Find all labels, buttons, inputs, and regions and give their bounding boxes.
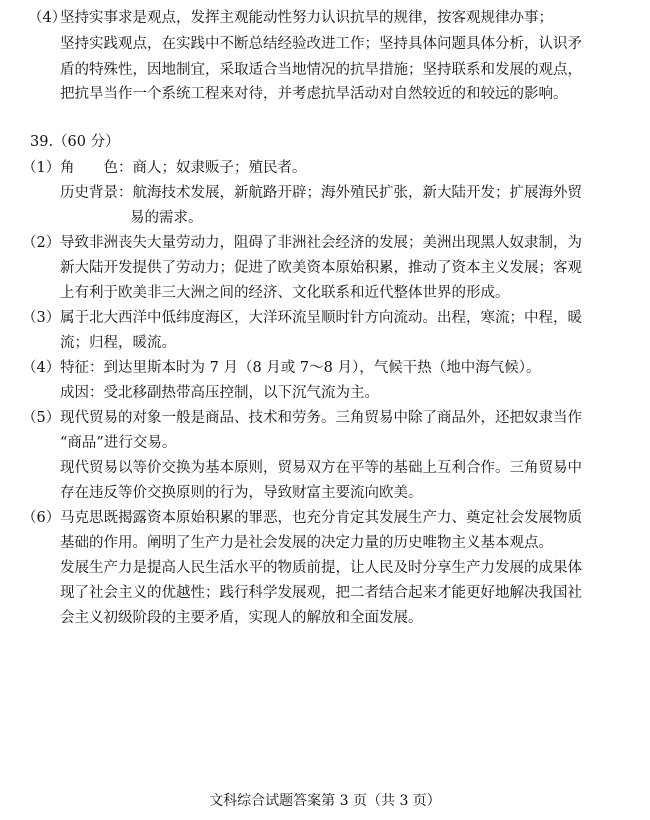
text-line: 易的需求。 — [130, 210, 203, 226]
text-line: 存在违反等价交换原则的行为，导致财富主要流向欧美。 — [60, 485, 423, 501]
text-line: 会主义初级阶段的主要矛盾，实现人的解放和全面发展。 — [60, 610, 423, 626]
text-line: 坚持实践观点，在实践中不断总结经验改进工作；坚持具体问题具体分析，认识矛 — [60, 36, 582, 52]
text-line: 新大陆开发提供了劳动力；促进了欧美资本原始积累，推动了资本主义发展；客观 — [60, 260, 582, 276]
item-number: （3） — [22, 310, 61, 326]
page-footer: 文科综合试题答案第 3 页（共 3 页） — [209, 793, 441, 809]
text-line: 马克思既揭露资本原始积累的罪恶，也充分肯定其发展生产力、奠定社会发展物质 — [60, 510, 582, 526]
text-line: 导致非洲丧失大量劳动力，阻碍了非洲社会经济的发展；美洲出现黑人奴隶制，为 — [60, 235, 582, 251]
text-line: 现了社会主义的优越性；践行科学发展观，把二者结合起来才能更好地解决我国社 — [60, 585, 582, 601]
text-line: 特征：到达里斯本时为 7 月（8 月或 7～8 月），气候干热（地中海气候）。 — [60, 360, 541, 376]
text-line: 基础的作用。阐明了生产力是社会发展的决定力量的历史唯物主义基本观点。 — [60, 535, 553, 551]
text-line: 盾的特殊性，因地制宜，采取适合当地情况的抗旱措施；坚持联系和发展的观点， — [60, 62, 582, 78]
text-line: 角 色：商人；奴隶贩子；殖民者。 — [60, 160, 307, 176]
text-line: 坚持实事求是观点，发挥主观能动性努力认识抗旱的规律，按客观规律办事； — [60, 10, 553, 26]
item-number: （5） — [22, 410, 61, 426]
text-line: 属于北大西洋中低纬度海区，大洋环流呈顺时针方向流动。出程，寒流；中程，暖 — [60, 310, 582, 326]
text-line: “商品”进行交易。 — [60, 435, 177, 451]
item-number: （6） — [22, 510, 61, 526]
item-number: （1） — [22, 160, 61, 176]
text-line: 历史背景：航海技术发展，新航路开辟；海外殖民扩张，新大陆开发；扩展海外贸 — [60, 185, 582, 201]
text-line: 上有利于欧美非三大洲之间的经济、文化联系和近代整体世界的形成。 — [60, 285, 510, 301]
text-line: 把抗旱当作一个系统工程来对待，并考虑抗旱活动对自然较近的和较远的影响。 — [60, 86, 568, 102]
item-number: （4） — [22, 360, 61, 376]
text-line: 成因：受北移副热带高压控制，以下沉气流为主。 — [60, 385, 379, 401]
question-title: 39.（60 分） — [30, 134, 120, 150]
text-line: 现代贸易的对象一般是商品、技术和劳务。三角贸易中除了商品外，还把奴隶当作 — [60, 410, 582, 426]
text-line: 流；归程，暖流。 — [60, 335, 176, 351]
item-number: （2） — [22, 235, 61, 251]
text-line: 现代贸易以等价交换为基本原则，贸易双方在平等的基础上互利合作。三角贸易中 — [60, 460, 582, 476]
item-number: （4） — [28, 10, 67, 26]
text-line: 发展生产力是提高人民生活水平的物质前提，让人民及时分享生产力发展的成果体 — [60, 560, 582, 576]
